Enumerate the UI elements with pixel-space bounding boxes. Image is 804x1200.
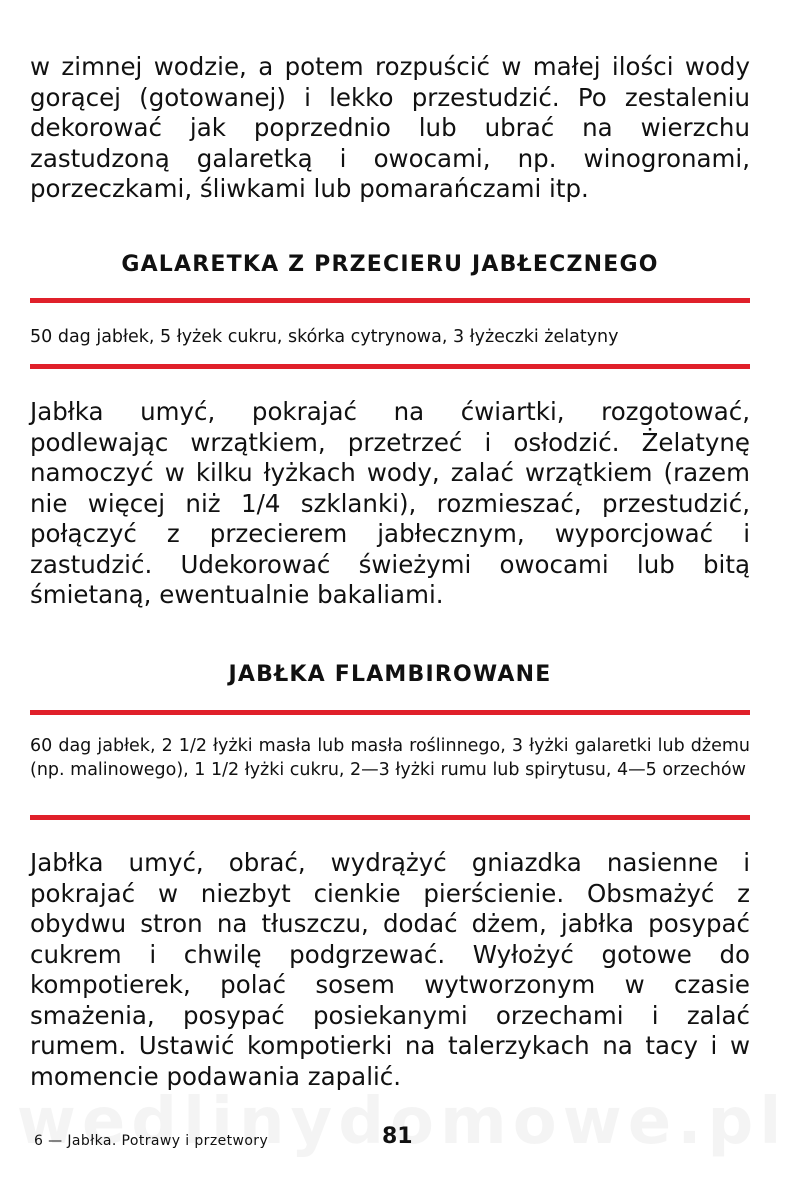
rule-top bbox=[30, 710, 750, 715]
ingredients-flambirowane: 60 dag jabłek, 2 1/2 łyżki masła lub masła roślinnego, 3 łyżki galaretki lub dżemu (np. malinowego), 1 1/2 łyżki cukru, 2—3 łyżki rumu lub spirytusu, 4—5 orzechów bbox=[30, 736, 750, 780]
instructions-flambirowane: Jabłka umyć, obrać, wydrążyć gniazdka nasienne i pokrajać w niezbyt cienkie pierścienie. Obsmażyć z obydwu stron na tłuszczu, dodać dżem, jabłka posypać cukrem i chwilę podgrzewać. Wyłożyć gotowe do kompotierek, polać sosem wytworzonym w czasie smażenia, posypać posiekanymi orzechami i zalać rumem. Ustawić kompotierki na talerzykach na tacy i w momencie podawania zapalić. bbox=[30, 848, 750, 1091]
rule-bottom bbox=[30, 815, 750, 820]
footer-section-label: 6 — Jabłka. Potrawy i przetwory bbox=[34, 1133, 269, 1149]
rule-top bbox=[30, 298, 750, 303]
instructions-galaretka: Jabłka umyć, pokrajać na ćwiartki, rozgotować, podlewając wrzątkiem, przetrzeć i osłodzić. Żelatynę namoczyć w kilku łyżkach wody, zalać wrzątkiem (razem nie więcej niż 1/4 szklanki), rozmieszać, przestudzić, połączyć z przecierem jabłecznym, wyporcjować i zastudzić. Udekorować świeżymi owocami lub bitą śmietaną, ewentualnie bakaliami. bbox=[30, 397, 750, 609]
recipe-title-galaretka: GALARETKA Z PRZECIERU JABŁECZNEGO bbox=[121, 252, 659, 277]
page-number: 81 bbox=[382, 1124, 413, 1149]
intro-paragraph: w zimnej wodzie, a potem rozpuścić w małej ilości wody gorącej (gotowanej) i lekko przestudzić. Po zestaleniu dekorować jak poprzednio lub ubrać na wierzchu zastudzoną galaretką i owocami, np. winogronami, porzeczkami, śliwkami lub pomarańczami itp. bbox=[30, 52, 750, 203]
rule-bottom bbox=[30, 364, 750, 369]
recipe-title-flambirowane: JABŁKA FLAMBIROWANE bbox=[228, 662, 552, 687]
ingredients-galaretka: 50 dag jabłek, 5 łyżek cukru, skórka cytrynowa, 3 łyżeczki żelatyny bbox=[30, 327, 619, 347]
